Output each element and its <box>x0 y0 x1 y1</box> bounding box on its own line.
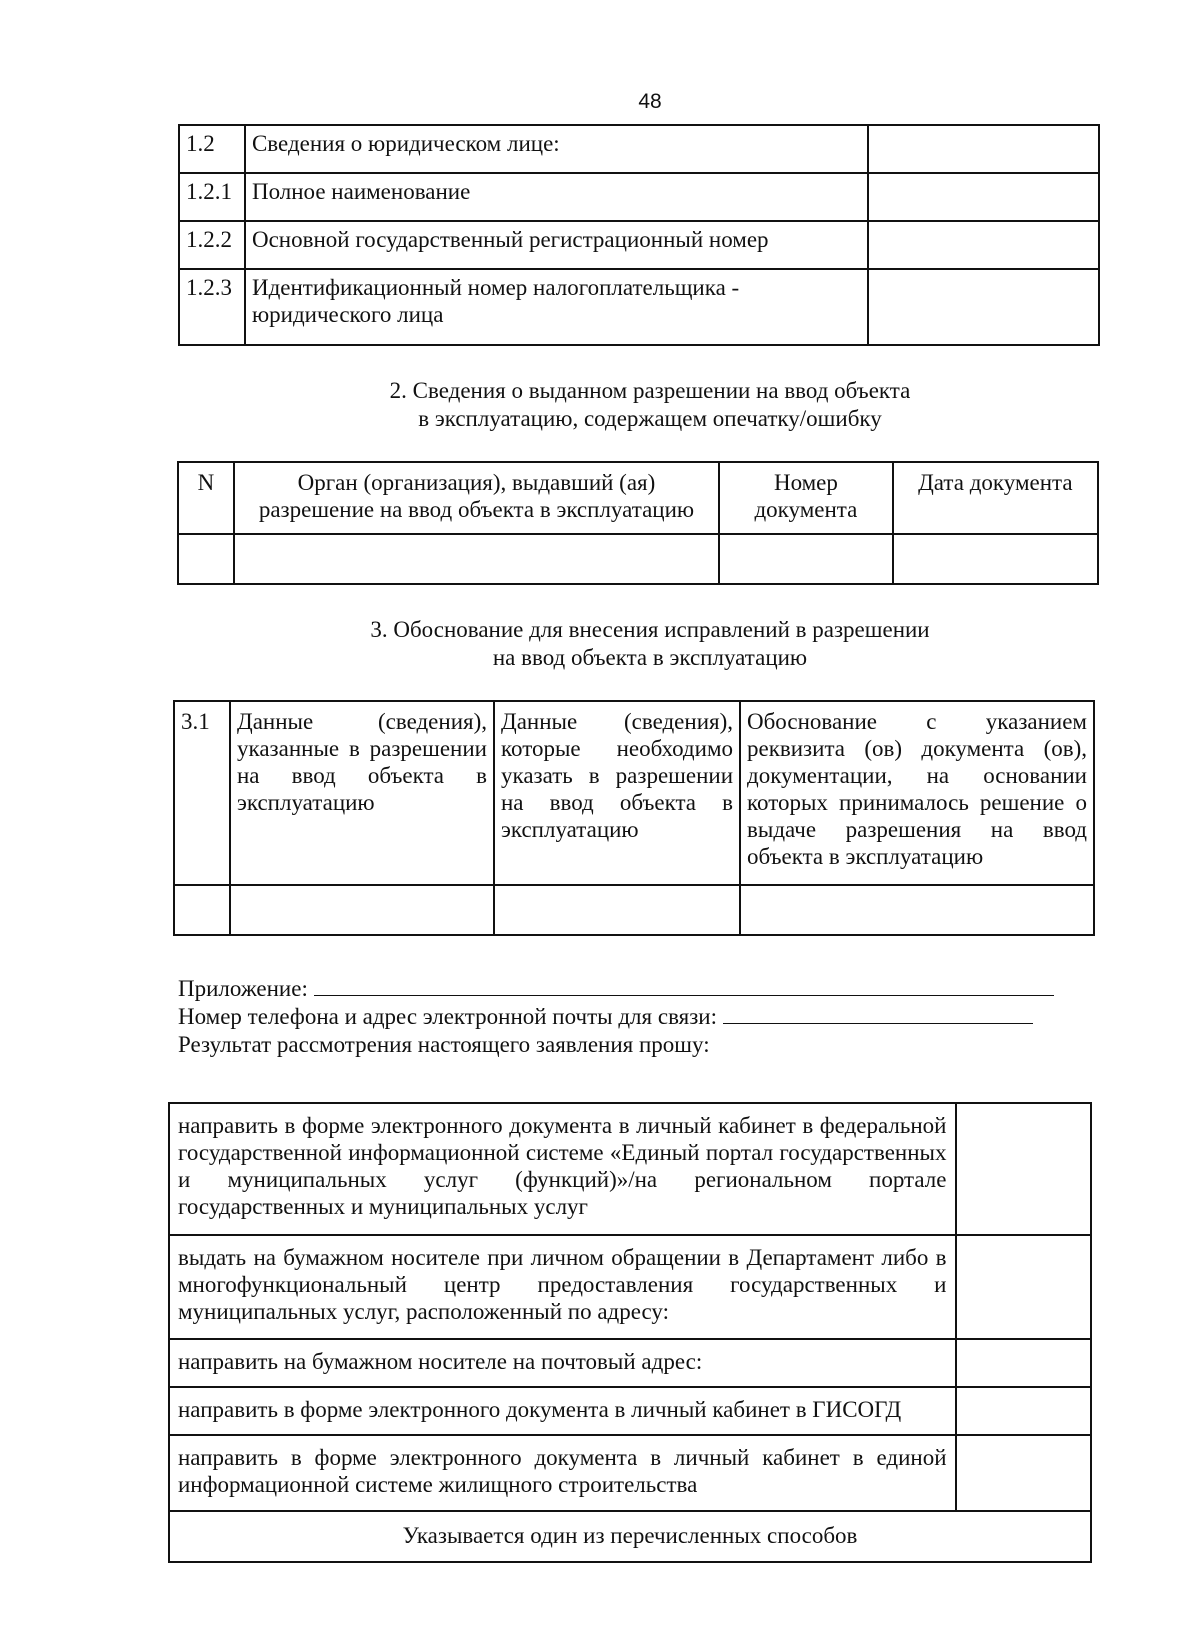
attachment-field[interactable] <box>314 977 1054 996</box>
attachment-label: Приложение: <box>178 976 308 1001</box>
option-checkbox-cell[interactable] <box>956 1387 1092 1435</box>
contact-label: Номер телефона и адрес электронной почты для связи: <box>178 1004 717 1029</box>
row-label: Идентификационный номер налогоплательщика - юридического лица <box>245 269 868 345</box>
header-number: 3.1 <box>174 701 230 885</box>
appendix-block <box>178 975 1098 1059</box>
header-required-data: Данные (сведения), которые необходимо указать в разрешении на ввод объекта в эксплуатацию <box>494 701 740 885</box>
section-3-title <box>300 616 1000 672</box>
cell-number[interactable] <box>174 885 230 935</box>
header-document-date: Дата документа <box>893 462 1098 534</box>
header-issuing-organization: Орган (организация), выдавший (ая) разрешение на ввод объекта в эксплуатацию <box>234 462 719 534</box>
row-number: 1.2 <box>179 125 245 173</box>
delivery-option-gisogd: направить в форме электронного документа в личный кабинет в ГИСОГД <box>169 1387 956 1435</box>
row-number: 1.2.2 <box>179 221 245 269</box>
value-field[interactable] <box>868 125 1099 173</box>
row-label: Полное наименование <box>245 173 868 221</box>
cell-document-number[interactable] <box>719 534 893 584</box>
option-checkbox-cell[interactable] <box>956 1235 1092 1339</box>
delivery-option-epgu: направить в форме электронного документа в личный кабинет в федеральной государственной информационной системе «Единый портал государственных и муниципальных услуг (функций)»/на региональном портале государственных и муниципальных услуг <box>169 1103 956 1235</box>
cell-document-date[interactable] <box>893 534 1098 584</box>
table-row <box>179 221 1099 269</box>
option-checkbox-cell[interactable] <box>956 1339 1092 1387</box>
table-row <box>178 534 1098 584</box>
row-label: Сведения о юридическом лице: <box>245 125 868 173</box>
delivery-option-eisgs: направить в форме электронного документа в личный кабинет в единой информационной системе жилищного строительства <box>169 1435 956 1511</box>
table-row <box>179 269 1099 345</box>
option-row <box>169 1339 1091 1387</box>
note-row <box>169 1511 1091 1562</box>
option-row <box>169 1235 1091 1339</box>
contact-field[interactable] <box>723 1005 1033 1024</box>
header-document-number: Номер документа <box>719 462 893 534</box>
row-label: Основной государственный регистрационный номер <box>245 221 868 269</box>
table-row <box>174 885 1094 935</box>
section-3-title-line2: на ввод объекта в эксплуатацию <box>492 645 808 670</box>
table-header-row <box>174 701 1094 885</box>
result-label: Результат рассмотрения настоящего заявления прошу: <box>178 1032 710 1057</box>
value-field[interactable] <box>868 221 1099 269</box>
legal-entity-table <box>178 124 1100 346</box>
header-n: N <box>178 462 234 534</box>
issued-permit-table <box>177 461 1099 585</box>
delivery-options-table <box>168 1102 1092 1563</box>
cell-required-data[interactable] <box>494 885 740 935</box>
option-row <box>169 1387 1091 1435</box>
cell-justification[interactable] <box>740 885 1094 935</box>
section-2-title-line1: 2. Сведения о выданном разрешении на ввод объекта <box>389 378 911 403</box>
cell-n[interactable] <box>178 534 234 584</box>
table-header-row <box>178 462 1098 534</box>
delivery-option-in-person: выдать на бумажном носителе при личном обращении в Департамент либо в многофункциональный центр предоставления государственных и муниципальных услуг, расположенный по адресу: <box>169 1235 956 1339</box>
header-specified-data: Данные (сведения), указанные в разрешении на ввод объекта в эксплуатацию <box>230 701 494 885</box>
attachment-line <box>178 975 1098 1003</box>
option-checkbox-cell[interactable] <box>956 1435 1092 1511</box>
contact-line <box>178 1003 1098 1031</box>
table-row <box>179 173 1099 221</box>
section-2-title <box>300 377 1000 433</box>
page-number: 48 <box>638 90 662 113</box>
delivery-note: Указывается один из перечисленных способов <box>169 1511 1091 1562</box>
table-row <box>179 125 1099 173</box>
value-field[interactable] <box>868 173 1099 221</box>
row-number: 1.2.3 <box>179 269 245 345</box>
header-justification: Обоснование с указанием реквизита (ов) документа (ов), документации, на основании которых принималось решение о выдаче разрешения на ввод объекта в эксплуатацию <box>740 701 1094 885</box>
option-row <box>169 1435 1091 1511</box>
section-2-title-line2: в эксплуатацию, содержащем опечатку/ошибку <box>418 406 882 431</box>
option-row <box>169 1103 1091 1235</box>
section-3-title-line1: 3. Обоснование для внесения исправлений в разрешении <box>370 617 930 642</box>
value-field[interactable] <box>868 269 1099 345</box>
cell-issuing-organization[interactable] <box>234 534 719 584</box>
option-checkbox-cell[interactable] <box>956 1103 1092 1235</box>
delivery-option-postal: направить на бумажном носителе на почтовый адрес: <box>169 1339 956 1387</box>
cell-specified-data[interactable] <box>230 885 494 935</box>
row-number: 1.2.1 <box>179 173 245 221</box>
justification-table <box>173 700 1095 936</box>
